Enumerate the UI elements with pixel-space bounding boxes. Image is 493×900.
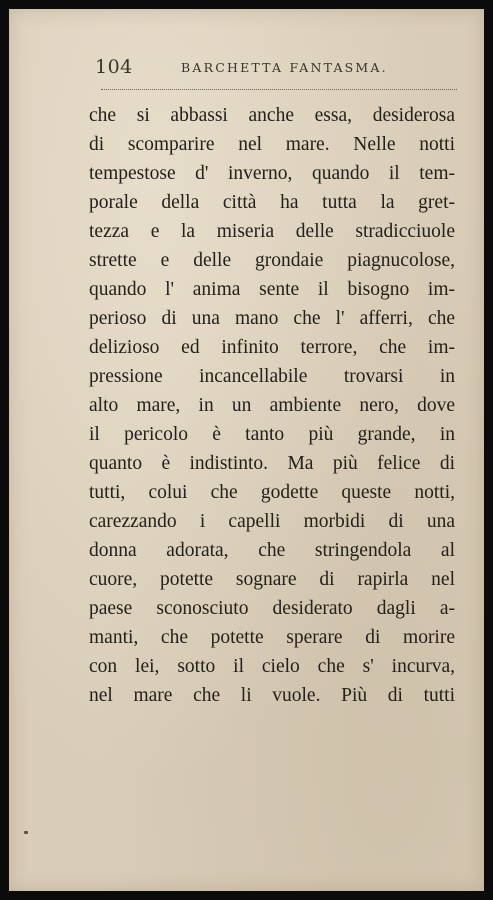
header-rule [101, 89, 457, 90]
text-line: tempestose d' inverno, quando il tem- [89, 163, 455, 184]
text-line: perioso di una mano che l' afferri, che [89, 308, 455, 329]
text-line: pressione incancellabile trovarsi in [89, 366, 455, 387]
book-page [9, 9, 484, 891]
text-line: con lei, sotto il cielo che s' incurva, [89, 656, 455, 677]
text-line: manti, che potette sperare di morire [89, 627, 455, 648]
text-line: cuore, potette sognare di rapirla nel [89, 569, 455, 590]
text-line: tutti, colui che godette queste notti, [89, 482, 455, 503]
text-line: quando l' anima sente il bisogno im- [89, 279, 455, 300]
text-line: il pericolo è tanto più grande, in [89, 424, 455, 445]
text-line: quanto è indistinto. Ma più felice di [89, 453, 455, 474]
text-line: strette e delle grondaie piagnucolose, [89, 250, 455, 271]
text-line: paese sconosciuto desiderato dagli a- [89, 598, 455, 619]
text-line: tezza e la miseria delle stradicciuole [89, 221, 455, 242]
text-line: delizioso ed infinito terrore, che im- [89, 337, 455, 358]
text-line: carezzando i capelli morbidi di una [89, 511, 455, 532]
text-line: nel mare che li vuole. Più di tutti [89, 685, 455, 706]
text-line: porale della città ha tutta la gret- [89, 192, 455, 213]
body-text [89, 101, 455, 710]
page-number: 104 [95, 56, 133, 78]
running-title: BARCHETTA FANTASMA. [181, 60, 388, 75]
text-line: che si abbassi anche essa, desiderosa [89, 105, 455, 126]
ink-speck [24, 831, 28, 834]
text-line: donna adorata, che stringendola al [89, 540, 455, 561]
page-header [95, 56, 475, 82]
text-line: alto mare, in un ambiente nero, dove [89, 395, 455, 416]
text-line: di scomparire nel mare. Nelle notti [89, 134, 455, 155]
